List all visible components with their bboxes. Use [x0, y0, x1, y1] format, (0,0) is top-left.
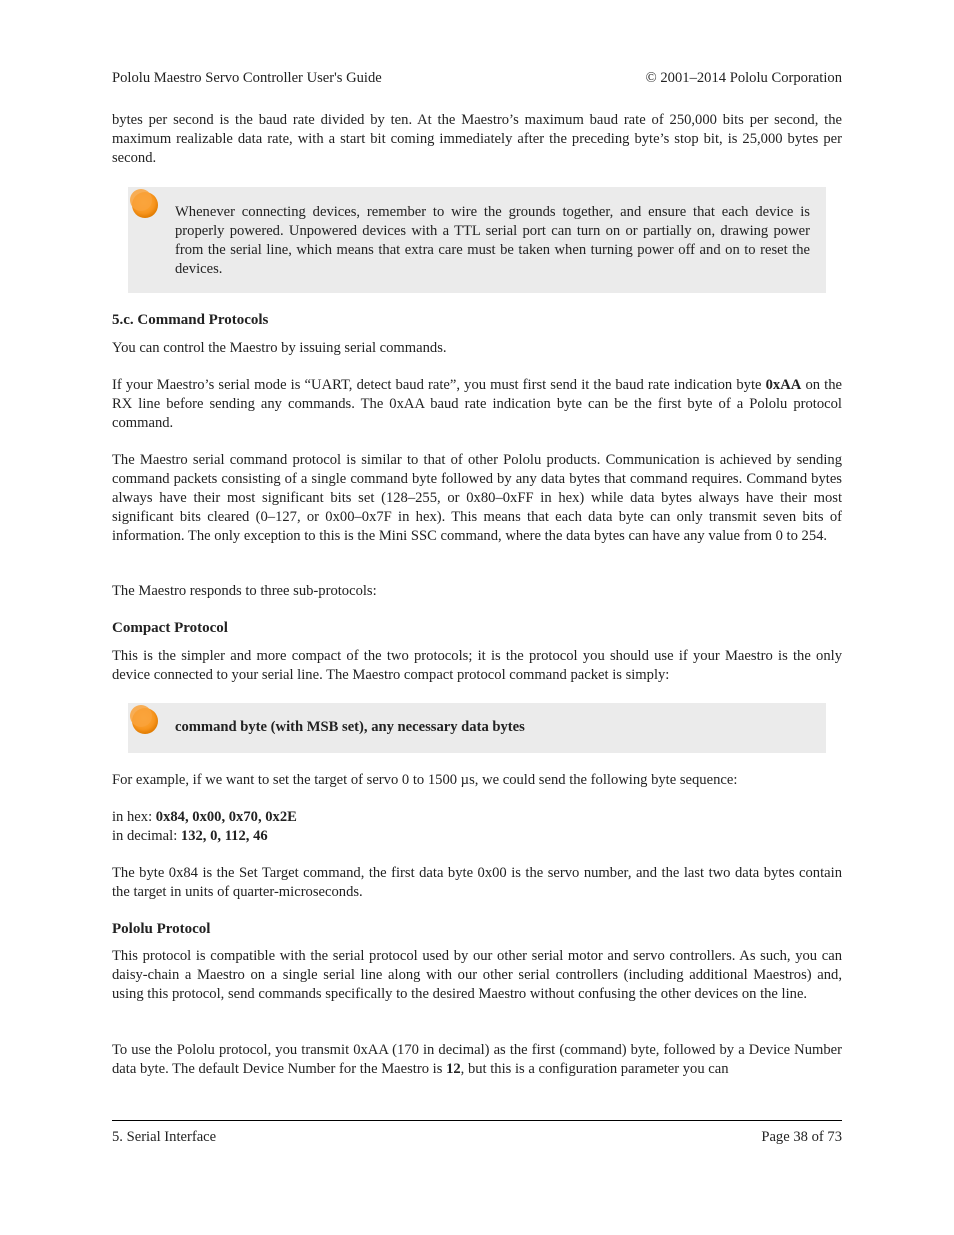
section-paragraph-4: The Maestro responds to three sub-protocols: [112, 583, 377, 599]
note-text-grounds: Whenever connecting devices, remember to wire the grounds together, and ensure that each device is properly powered. Unpowered devices with a TTL serial port can turn on or partially on, drawing power from the serial line, which means that extra care must be taken when turning power off and on to reset the devices. [175, 204, 810, 277]
section-paragraph-2: If your Maestro’s serial mode is “UART, detect baud rate”, you must first send it the baud rate indication byte 0xAA on the RX line before sending any commands. The 0xAA baud rate indication byte can be the first byte of a Pololu protocol command. [112, 377, 842, 431]
note-bulb-icon [128, 703, 160, 735]
header-copyright: © 2001–2014 Pololu Corporation [645, 70, 842, 86]
page-footer [112, 1120, 842, 1147]
hex-sequence-line: in hex: 0x84, 0x00, 0x70, 0x2E [112, 809, 297, 825]
compact-protocol-heading: Compact Protocol [112, 620, 228, 636]
decimal-sequence-line: in decimal: 132, 0, 112, 46 [112, 828, 268, 844]
section-paragraph-3: The Maestro serial command protocol is similar to that of other Pololu products. Communication is achieved by sending command packets consisting of a single command byte followed by any data bytes that command requires. Command bytes always have their most significant bits set (128–255, or 0x80–0xFF in hex) while data bytes always have their most significant bits cleared (0–127, or 0x00–0x7F in hex). This means that each data byte can only transmit seven bits of information. The only exception to this is the Mini SSC command, where the data bytes can have any value from 0 to 254. [112, 452, 842, 544]
section-heading: 5.c. Command Protocols [112, 312, 269, 328]
note-box-grounds [128, 187, 826, 293]
pololu-paragraph-1: This protocol is compatible with the serial protocol used by our other serial motor and servo controllers. As such, you can daisy-chain a Maestro on a single serial line along with our other serial controllers (including additional Maestros) and, using this protocol, send commands specifically to the desired Maestro without confusing the other devices on the line. [112, 948, 842, 1002]
compact-paragraph-1: This is the simpler and more compact of the two protocols; it is the protocol you should use if your Maestro is the only device connected to your serial line. The Maestro compact protocol command packet is simply: [112, 648, 842, 683]
compact-paragraph-3: The byte 0x84 is the Set Target command, the first data byte 0x00 is the servo number, and the last two data bytes contain the target in units of quarter-microseconds. [112, 865, 842, 900]
device-number-bold: 12 [446, 1061, 461, 1077]
note-box-compact [128, 703, 826, 753]
footer-section: 5. Serial Interface [112, 1129, 217, 1145]
footer-page-number: Page 38 of 73 [761, 1129, 842, 1145]
note-bulb-icon [128, 187, 160, 219]
pololu-protocol-heading: Pololu Protocol [112, 921, 211, 937]
pololu-paragraph-2: To use the Pololu protocol, you transmit 0xAA (170 in decimal) as the first (command) byte, followed by a Device Number data byte. The default Device Number for the Maestro is 12, but this is a configuration parameter you can [112, 1042, 842, 1077]
note-text-compact: command byte (with MSB set), any necessary data bytes [175, 719, 525, 735]
compact-paragraph-2: For example, if we want to set the target of servo 0 to 1500 µs, we could send the following byte sequence: [112, 772, 738, 788]
baud-byte-bold: 0xAA [765, 377, 802, 393]
page-header [112, 69, 842, 88]
header-title: Pololu Maestro Servo Controller User's Guide [112, 70, 382, 86]
intro-paragraph: bytes per second is the baud rate divided by ten. At the Maestro’s maximum baud rate of 250,000 bits per second, the maximum realizable data rate, with a start bit coming immediately after the preceding byte’s stop bit, is 25,000 bytes per second. [112, 112, 842, 166]
hex-sequence-value: 0x84, 0x00, 0x70, 0x2E [155, 809, 297, 825]
section-paragraph-1: You can control the Maestro by issuing serial commands. [112, 340, 447, 356]
decimal-sequence-value: 132, 0, 112, 46 [180, 828, 268, 844]
